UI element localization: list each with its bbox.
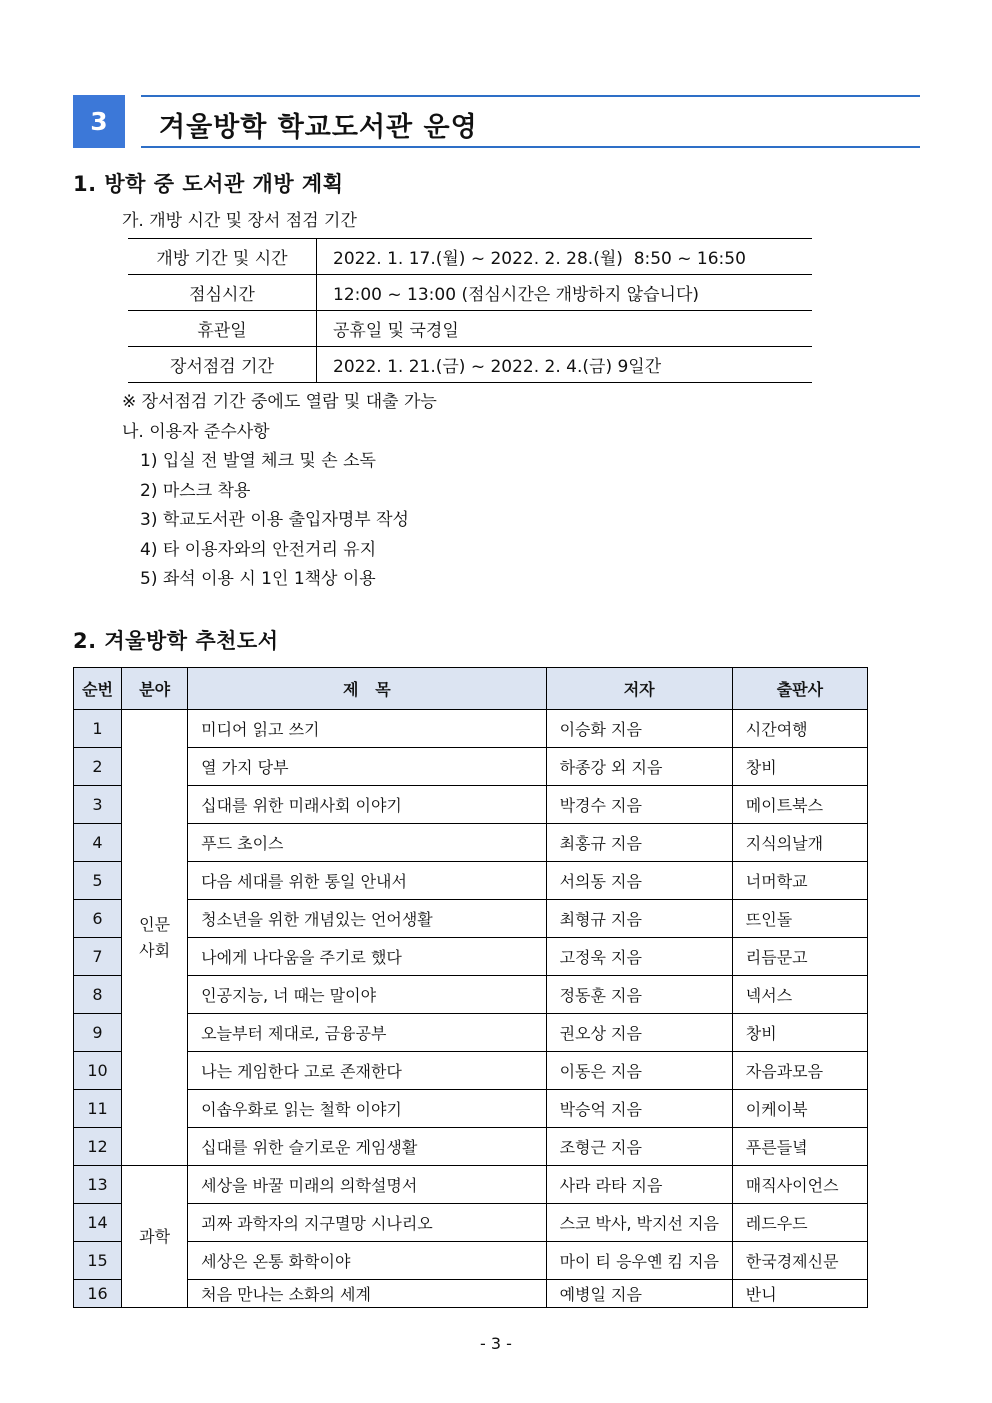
book-publisher: 창비 [732,1014,867,1052]
book-author: 사라 라타 지음 [546,1166,732,1204]
part1-sub-a: 가. 개방 시간 및 장서 점검 기간 [122,211,357,231]
book-no: 14 [74,1204,122,1242]
table-row [74,862,868,900]
book-title: 세상은 온통 화학이야 [188,1242,546,1280]
book-author: 조형근 지음 [546,1128,732,1166]
col-title: 제 목 [188,668,546,710]
part1-sub-b: 나. 이용자 준수사항 [122,422,270,442]
book-publisher: 매직사이언스 [732,1166,867,1204]
table-row [74,1090,868,1128]
book-no: 4 [74,824,122,862]
table-row [74,938,868,976]
book-no: 1 [74,710,122,748]
book-no: 8 [74,976,122,1014]
book-no: 12 [74,1128,122,1166]
note: ※ 장서점검 기간 중에도 열람 및 대출 가능 [122,392,437,412]
book-publisher: 넥서스 [732,976,867,1014]
info-value: 2022. 1. 21.(금) ~ 2022. 2. 4.(금) 9일간 [317,347,813,383]
table-row [74,1204,868,1242]
table-row [74,1166,868,1204]
book-table [73,667,868,1308]
book-publisher: 너머학교 [732,862,867,900]
book-title: 미디어 읽고 쓰기 [188,710,546,748]
table-row [74,976,868,1014]
book-no: 7 [74,938,122,976]
book-title: 오늘부터 제대로, 금융공부 [188,1014,546,1052]
part1-heading: 1. 방학 중 도서관 개방 계획 [73,172,344,196]
book-title: 이솝우화로 읽는 철학 이야기 [188,1090,546,1128]
book-publisher: 푸른들녘 [732,1128,867,1166]
book-author: 이동은 지음 [546,1052,732,1090]
book-title: 인공지능, 너 때는 말이야 [188,976,546,1014]
book-author: 하종강 외 지음 [546,748,732,786]
section-number: 3 [73,95,125,148]
book-publisher: 한국경제신문 [732,1242,867,1280]
book-table-header [74,668,868,710]
book-publisher: 자음과모음 [732,1052,867,1090]
opening-info-table [128,238,812,383]
book-title: 다음 세대를 위한 통일 안내서 [188,862,546,900]
book-no: 2 [74,748,122,786]
col-category: 분야 [122,668,188,710]
book-author: 정동훈 지음 [546,976,732,1014]
book-author: 마이 티 응우옌 킴 지음 [546,1242,732,1280]
book-no: 3 [74,786,122,824]
info-value: 12:00 ~ 13:00 (점심시간은 개방하지 않습니다) [317,275,813,311]
book-no: 6 [74,900,122,938]
section-title: 겨울방학 학교도서관 운영 [159,112,478,143]
col-publisher: 출판사 [732,668,867,710]
book-author: 예병일 지음 [546,1280,732,1308]
info-value: 2022. 1. 17.(월) ~ 2022. 2. 28.(월) 8:50 ~ 16:50 [317,239,813,275]
rule-item: 2) 마스크 착용 [140,480,251,501]
book-no: 9 [74,1014,122,1052]
info-row [128,347,812,383]
book-author: 이승화 지음 [546,710,732,748]
table-row [74,748,868,786]
rule-item: 1) 입실 전 발열 체크 및 손 소독 [140,451,376,471]
book-author: 박경수 지음 [546,786,732,824]
book-author: 스코 박사, 박지선 지음 [546,1204,732,1242]
book-title: 괴짜 과학자의 지구멸망 시나리오 [188,1204,546,1242]
col-author: 저자 [546,668,732,710]
book-publisher: 레드우드 [732,1204,867,1242]
category-humanities: 인문 사회 [122,710,188,1166]
info-row [128,275,812,311]
part2-heading: 2. 겨울방학 추천도서 [73,629,279,653]
book-title: 처음 만나는 소화의 세계 [188,1280,546,1308]
rule-item: 5) 좌석 이용 시 1인 1책상 이용 [140,569,376,589]
book-title: 세상을 바꿀 미래의 의학설명서 [188,1166,546,1204]
info-key: 개방 기간 및 시간 [128,239,317,275]
book-no: 11 [74,1090,122,1128]
section-header [73,95,920,148]
book-publisher: 반니 [732,1280,867,1308]
table-row [74,786,868,824]
book-publisher: 리듬문고 [732,938,867,976]
table-row [74,900,868,938]
book-publisher: 창비 [732,748,867,786]
table-row [74,1052,868,1090]
category-science: 과학 [122,1166,188,1308]
book-title: 십대를 위한 슬기로운 게임생활 [188,1128,546,1166]
rule-item: 4) 타 이용자와의 안전거리 유지 [140,539,377,560]
info-row [128,239,812,275]
info-key: 장서점검 기간 [128,347,317,383]
table-row [74,710,868,748]
book-author: 서의동 지음 [546,862,732,900]
info-key: 휴관일 [128,311,317,347]
page-number: - 3 - [480,1334,512,1353]
book-title: 청소년을 위한 개념있는 언어생활 [188,900,546,938]
info-key: 점심시간 [128,275,317,311]
book-no: 10 [74,1052,122,1090]
book-author: 최홍규 지음 [546,824,732,862]
book-publisher: 메이트북스 [732,786,867,824]
book-title: 푸드 초이스 [188,824,546,862]
book-title: 나는 게임한다 고로 존재한다 [188,1052,546,1090]
rule-item: 3) 학교도서관 이용 출입자명부 작성 [140,510,409,530]
table-row [74,824,868,862]
book-no: 15 [74,1242,122,1280]
table-row [74,1280,868,1308]
book-no: 16 [74,1280,122,1308]
book-publisher: 이케이북 [732,1090,867,1128]
table-row [74,1242,868,1280]
table-row [74,1128,868,1166]
book-title: 나에게 나다움을 주기로 했다 [188,938,546,976]
info-value: 공휴일 및 국경일 [317,311,813,347]
book-title: 십대를 위한 미래사회 이야기 [188,786,546,824]
col-no: 순번 [74,668,122,710]
book-publisher: 시간여행 [732,710,867,748]
book-author: 권오상 지음 [546,1014,732,1052]
book-author: 최형규 지음 [546,900,732,938]
book-author: 고정욱 지음 [546,938,732,976]
table-row [74,1014,868,1052]
book-publisher: 뜨인돌 [732,900,867,938]
book-publisher: 지식의날개 [732,824,867,862]
book-no: 13 [74,1166,122,1204]
book-no: 5 [74,862,122,900]
book-author: 박승억 지음 [546,1090,732,1128]
section-title-box [141,95,920,148]
info-row [128,311,812,347]
book-title: 열 가지 당부 [188,748,546,786]
